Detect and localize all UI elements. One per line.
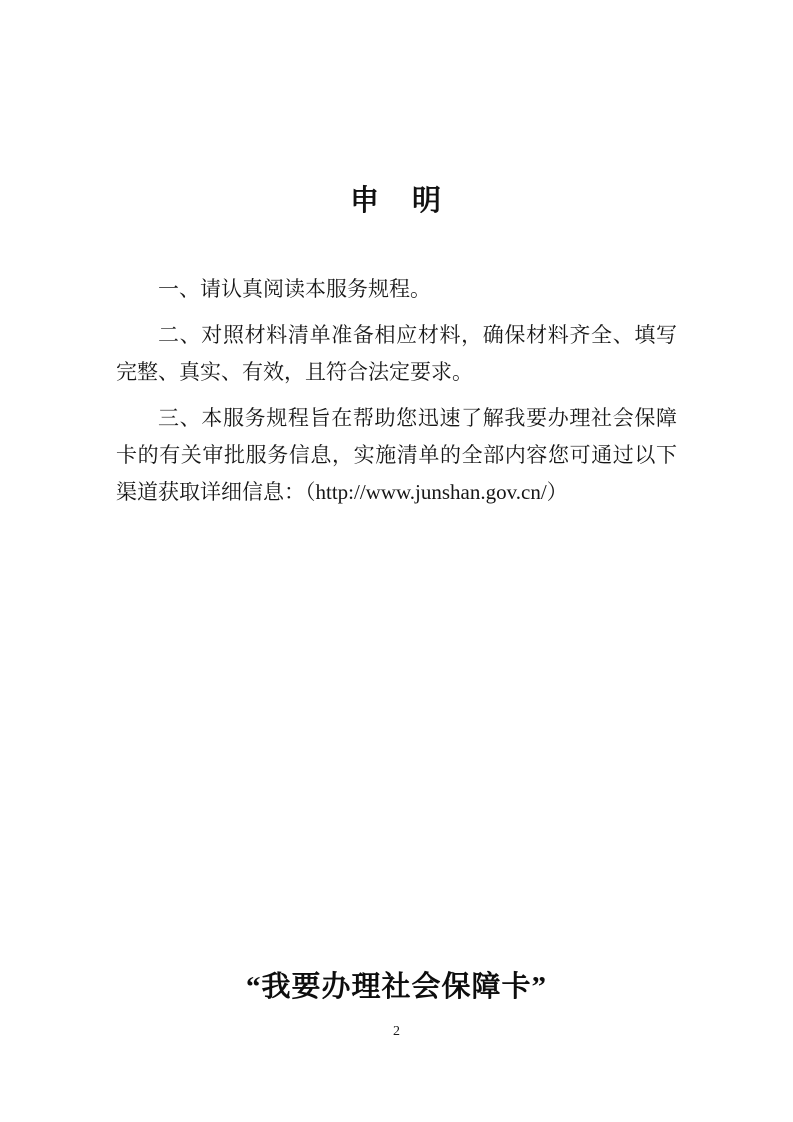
document-body <box>0 271 793 511</box>
body-paragraph-2: 二、对照材料清单准备相应材料，确保材料齐全、填写完整、真实、有效，且符合法定要求。 <box>116 323 677 384</box>
body-paragraph-1: 一、请认真阅读本服务规程。 <box>158 277 431 301</box>
document-title: 申 明 <box>349 185 443 217</box>
section-heading: “我要办理社会保障卡” <box>245 971 547 1003</box>
page-number: 2 <box>393 1024 400 1039</box>
body-paragraph-3: 三、本服务规程旨在帮助您迅速了解我要办理社会保障卡的有关审批服务信息，实施清单的全部内容您可通过以下渠道获取详细信息：（http://www.junshan.gov.cn/） <box>116 406 677 504</box>
